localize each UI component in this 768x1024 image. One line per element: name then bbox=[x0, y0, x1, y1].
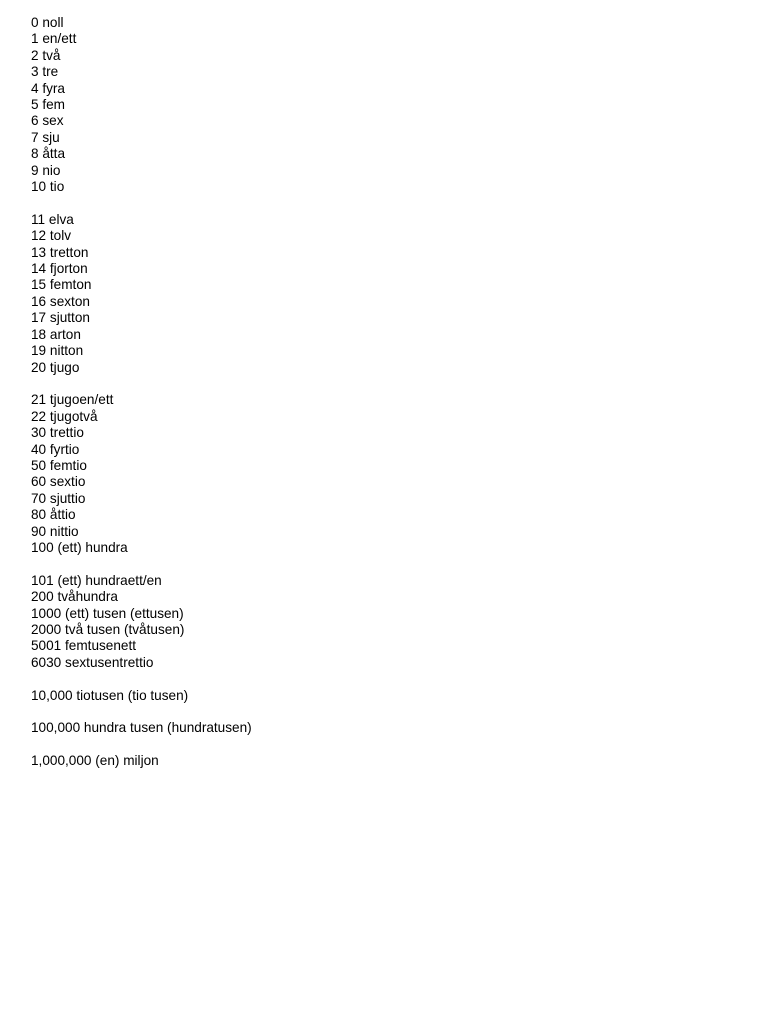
number-line: 100 (ett) hundra bbox=[31, 539, 128, 555]
number-line: 20 tjugo bbox=[31, 359, 80, 375]
number-line: 5001 femtusenett bbox=[31, 638, 137, 654]
number-line: 6030 sextusentrettio bbox=[31, 654, 154, 670]
number-line: 1 en/ett bbox=[31, 31, 77, 47]
number-line: 10,000 tiotusen (tio tusen) bbox=[31, 687, 189, 703]
number-line: 90 nittio bbox=[31, 523, 79, 539]
number-line: 18 arton bbox=[31, 326, 81, 342]
number-line: 40 fyrtio bbox=[31, 441, 80, 457]
number-line: 50 femtio bbox=[31, 457, 87, 473]
number-line: 10 tio bbox=[31, 179, 65, 195]
number-line: 8 åtta bbox=[31, 146, 66, 162]
number-group-ten-thousand bbox=[31, 688, 731, 704]
number-line: 30 trettio bbox=[31, 425, 84, 441]
number-line: 13 tretton bbox=[31, 244, 89, 260]
number-line: 70 sjuttio bbox=[31, 490, 86, 506]
number-group-11-20 bbox=[31, 212, 731, 376]
number-line: 15 femton bbox=[31, 277, 92, 293]
number-line: 4 fyra bbox=[31, 80, 65, 96]
number-list-document bbox=[31, 15, 731, 770]
number-line: 200 tvåhundra bbox=[31, 589, 118, 605]
number-line: 3 tre bbox=[31, 64, 59, 80]
number-line: 2 två bbox=[31, 47, 61, 63]
number-line: 1,000,000 (en) miljon bbox=[31, 753, 159, 769]
number-line: 7 sju bbox=[31, 129, 60, 145]
number-line: 17 sjutton bbox=[31, 310, 90, 326]
number-line: 6 sex bbox=[31, 113, 64, 129]
number-line: 12 tolv bbox=[31, 228, 72, 244]
number-line: 21 tjugoen/ett bbox=[31, 392, 114, 408]
number-line: 2000 två tusen (tvåtusen) bbox=[31, 621, 185, 637]
number-line: 5 fem bbox=[31, 97, 65, 113]
number-line: 101 (ett) hundraett/en bbox=[31, 572, 162, 588]
number-line: 60 sextio bbox=[31, 474, 86, 490]
number-line: 16 sexton bbox=[31, 293, 90, 309]
number-line: 22 tjugotvå bbox=[31, 408, 98, 424]
number-line: 11 elva bbox=[31, 211, 74, 227]
number-group-21-100 bbox=[31, 392, 731, 556]
number-line: 0 noll bbox=[31, 15, 64, 30]
number-line: 80 åttio bbox=[31, 507, 76, 523]
number-line: 9 nio bbox=[31, 162, 61, 178]
number-group-0-10 bbox=[31, 15, 731, 195]
number-line: 100,000 hundra tusen (hundratusen) bbox=[31, 720, 252, 736]
number-line: 1000 (ett) tusen (ettusen) bbox=[31, 605, 184, 621]
number-group-101-6030 bbox=[31, 573, 731, 671]
number-line: 19 nitton bbox=[31, 343, 84, 359]
number-group-million bbox=[31, 753, 731, 769]
number-group-hundred-thousand bbox=[31, 720, 731, 736]
number-line: 14 fjorton bbox=[31, 261, 88, 277]
